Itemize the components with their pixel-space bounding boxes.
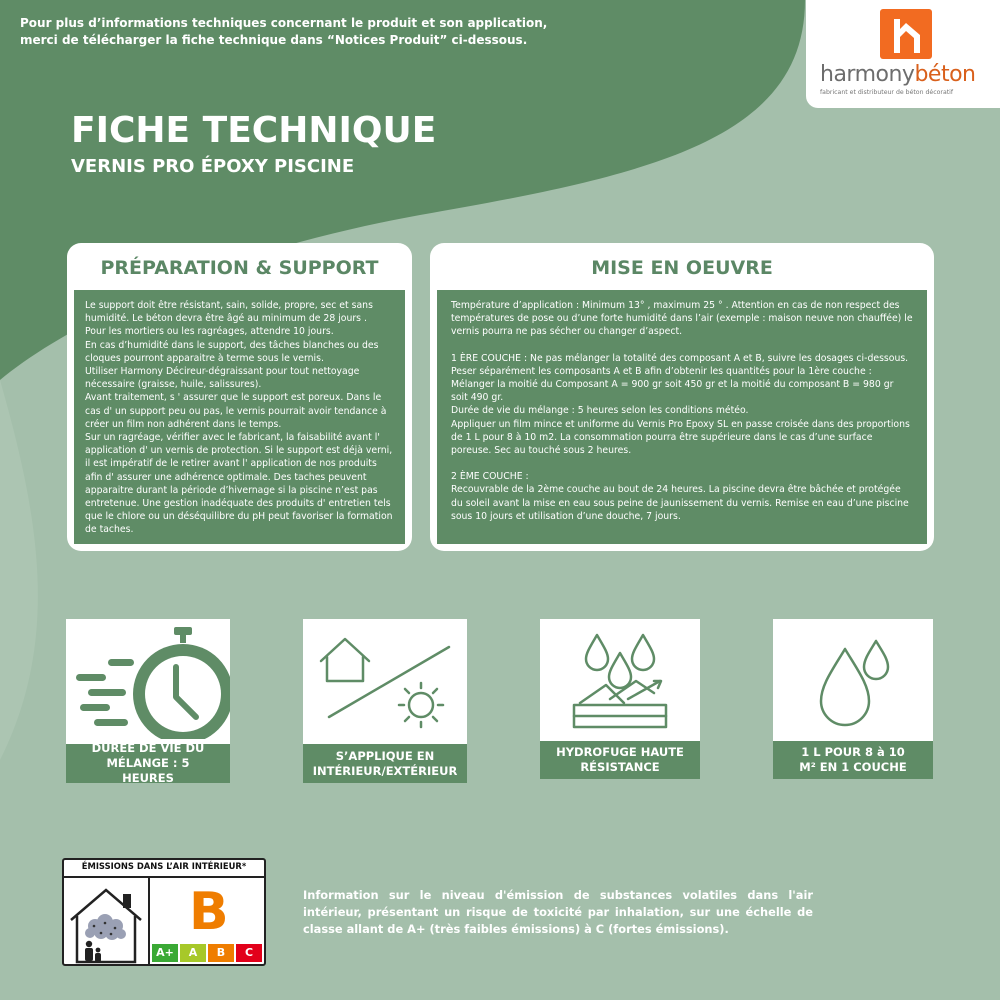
emission-vertical-divider [148,876,150,964]
preparation-heading: PRÉPARATION & SUPPORT [100,257,379,279]
scale-a: A [180,944,206,962]
page-subtitle: VERNIS PRO ÉPOXY PISCINE [71,156,355,177]
brand-part-2: béton [914,62,976,87]
house-pollution-icon [65,878,147,964]
mise-en-oeuvre-paragraph-1: Température d’application : Minimum 13° , maximum 25 ° . Attention en cas de non respect des températures de pose ou d’une forte humidité dans l’air (exemple : maison neuve non chauffée) le vernis pourra ne pas sécher ou changer d’aspect. [451,300,913,338]
preparation-body [74,290,405,544]
preparation-card [67,243,412,551]
water-repellent-icon [540,619,700,739]
intro-line-1: Pour plus d’informations techniques concernant le produit et son application, [20,16,548,30]
scale-c: C [236,944,262,962]
mise-en-oeuvre-card [430,243,934,551]
emission-scale [152,944,262,962]
mise-en-oeuvre-body [437,290,927,544]
feature-card-coverage [773,619,933,779]
mise-en-oeuvre-paragraph-3: 2 ÈME COUCHE : Recouvrable de la 2ème couche au bout de 24 heures. La piscine devra être bâchée et protégée du soleil avant la mise en eau sous peine de jaunissement du vernis. Remise en eau d’une piscine sous 10 jours et utilisation d’une douche, 7 jours. [451,471,909,522]
feature-card-indoor-outdoor [303,619,467,783]
scale-a-plus: A+ [152,944,178,962]
emission-label [62,858,266,966]
brand-logo[interactable] [806,0,1000,108]
intro-line-2: merci de télécharger la fiche technique dans “Notices Produit” ci-dessous. [20,33,528,47]
brand-name [820,62,975,87]
house-h-logo-icon [880,9,932,59]
feature-label-indoor-outdoor: S’APPLIQUE EN INTÉRIEUR/EXTÉRIEUR [303,744,467,783]
indoor-outdoor-icon [303,619,467,739]
intro-text [20,15,580,49]
preparation-text: Le support doit être résistant, sain, solide, propre, sec et sans humidité. Le béton devra être âgé au minimum de 28 jours . Pour les mortiers ou les ragréages, attendre 10 jours. En cas d’humidité dans le support, des tâches blanches ou des cloques pourront apparaitre à terme sous le vernis. Utiliser Harmony Décireur-dégraissant pour tout nettoyage nécessaire (graisse, huile, salissures). Avant traitement, s ' assurer que le support est poreux. Dans le cas d' un support peu ou pas, le vernis pourrait avoir tendance à créer un film non adhérent dans le temps. Sur un ragréage, vérifier avec le fabricant, la faisabilité avant l' application d' un vernis de protection. Si le support est déjà verni, il est impératif de le retirer avant l' application de nos produits afin d' assurer une adhérence optimale. Des taches peuvent apparaitre durant la période d’hivernage si la piscine n’est pas entretenue. Une gestion inadéquate des produits d' entretien tels que le chlore ou un déséquilibre du pH peut favoriser la formation de taches. [85,300,393,536]
feature-label-coverage: 1 L POUR 8 à 10 M² EN 1 COUCHE [773,741,933,779]
mise-en-oeuvre-heading: MISE EN OEUVRE [591,257,773,279]
emission-grade: B [189,882,229,942]
feature-card-pot-life [66,619,230,783]
emission-info-text: Information sur le niveau d'émission de substances volatiles dans l'air intérieur, présentant un risque de toxicité par inhalation, sur une échelle de classe allant de A+ (très faibles émissions) à C (fortes émissions). [303,888,813,936]
feature-label-pot-life: DURÉE DE VIE DU MÉLANGE : 5 HEURES [66,744,230,783]
feature-card-water-repellent [540,619,700,779]
scale-b: B [208,944,234,962]
brand-part-1: harmony [820,62,915,87]
emission-title: ÉMISSIONS DANS L’AIR INTÉRIEUR* [81,861,247,871]
stopwatch-icon [66,619,230,739]
drops-icon [773,619,933,739]
feature-label-water-repellent: HYDROFUGE HAUTE RÉSISTANCE [540,741,700,779]
brand-tagline: fabricant et distributeur de béton décoratif [820,89,954,96]
mise-en-oeuvre-paragraph-2: 1 ÈRE COUCHE : Ne pas mélanger la totalité des composant A et B, suivre les dosages ci-dessous. Peser séparément les composants A et B afin d’obtenir les quantités pour la 1ère couche : Mélanger la moitié du Composant A = 900 gr soit 450 gr et la moitié du composant B = 980 gr soit 490 gr. Durée de vie du mélange : 5 heures selon les conditions météo. Appliquer un film mince et uniforme du Vernis Pro Epoxy SL en passe croisée dans des proportions de 1 L pour 8 à 10 m2. La consommation pourra être supérieure dans le cas d’une surface poreuse. Sec au touché sous 2 heures. [451,352,910,457]
page-title: FICHE TECHNIQUE [71,110,437,151]
